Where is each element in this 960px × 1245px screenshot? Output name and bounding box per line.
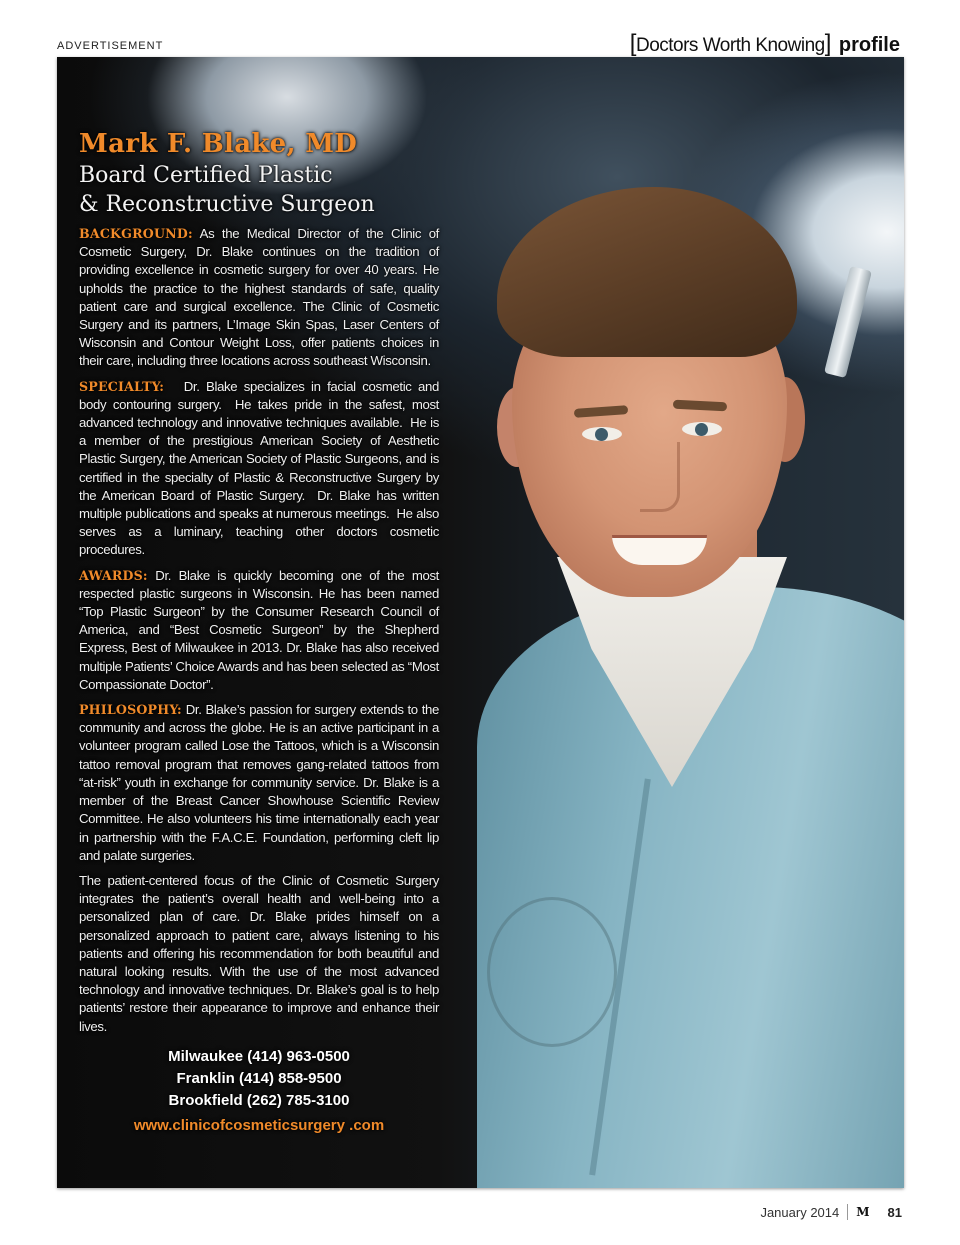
contact-milwaukee: Milwaukee (414) 963-0500 [168,1047,350,1065]
section-philosophy [79,701,439,865]
doctor-name: Mark F. Blake, MD [79,129,358,159]
contact-franklin: Franklin (414) 858-9500 [176,1069,342,1087]
contact-block [79,1046,439,1138]
section-heading: PHILOSOPHY: [79,702,182,718]
section-heading: SPECIALTY: [79,378,165,394]
issue-date: January 2014 [760,1204,840,1220]
section-body: Dr. Blake is quickly becoming one of the most respected plastic surgeons in Wisconsin. He has been named “Top Plastic Surgeon” by the Consumer Research Council of America, and “Best Cosmetic Surgeon” by the Shepherd Express, Best of Milwaukee in 2013. Dr. Blake has also received multiple Patients’ Choice Awards and has been selected as “Most Compassionate Doctor”. [79,567,439,692]
section-awards [79,567,439,694]
section-specialty [79,378,443,560]
section-header [630,30,900,58]
doctor-title-line-2: & Reconstructive Surgeon [79,192,375,217]
profile-label: profile [838,34,900,56]
section-background [79,225,439,371]
section-heading: BACKGROUND: [79,226,193,241]
bracket-open: [ [629,30,636,57]
section-title [630,30,831,58]
footer-divider [847,1204,848,1220]
section-body: Dr. Blake’s passion for surgery extends to the community and across the globe. He is an active participant in a volunteer program called Lose the Tattoos, which is a Wisconsin tattoo removal program that removes gang-related tattoos from “at-risk” youth in exchange for community service. Dr. Blake is a member of the Breast Cancer Showhouse Scientific Review Committee. He also volunteers his time internationally each year in partnership with the F.A.C.E. Foundation, performing cleft lip and palate surgeries. [79,702,439,863]
magazine-logo: M [856,1205,870,1219]
website-link[interactable]: www.clinicofcosmeticsurgery .com [133,1116,385,1134]
surgical-lamp [824,266,872,378]
bracket-close: ] [824,30,831,57]
closing-paragraph: The patient-centered focus of the Clinic of Cosmetic Surgery integrates the patient’s overall health and well-being into a personalized plan of care. Dr. Blake prides himself on a personalized approach to patient care, always listening to his patients and offering his recommendation for both beautiful and natural looking results. With the use of the most advanced technology and innovative techniques. Dr. Blake’s goal is to help patients’ restore their appearance to improve and enhance their lives. [79,872,439,1034]
advertisement-label: ADVERTISEMENT [57,40,164,52]
section-body: Dr. Blake specializes in facial cosmetic and body contouring surgery. He takes pride in the safest, most advanced technology and innovative techniques available. He is a member of the prestigious American Society of Aesthetic Plastic Surgery, the American Society of Plastic Surgeons, and is certified in the specialty of Plastic & Reconstructive Surgery by the American Board of Plastic Surgery. Dr. Blake has written multiple publications and speaks at numerous meetings. He also serves as a luminary, teaching other doctors cosmetic procedures. [79,378,443,558]
hair [497,187,797,357]
section-heading: AWARDS: [79,567,148,583]
section-body: As the Medical Director of the Clinic of Cosmetic Surgery, Dr. Blake continues on the tradition of providing excellence in cosmetic surgery for over 40 years. He upholds the practice to the highest standards of safe, quality patient care and surgical excellence. The Clinic of Cosmetic Surgery and its partners, L’Image Skin Spas, Laser Centers of Wisconsin and Contour Weight Loss, offer patients choices in their care, including three locations across southeast Wisconsin. [79,226,439,369]
profile-text-column [79,127,443,1138]
page-footer [760,1204,902,1220]
eye-right [682,422,722,436]
advertisement-panel [57,57,904,1188]
page-number: 81 [887,1204,902,1220]
eye-left [582,427,622,441]
nose [640,442,680,512]
scrubs-stamp [487,897,617,1047]
smile [612,535,707,565]
doctor-title-line-1: Board Certified Plastic [79,163,333,188]
section-name: Doctors Worth Knowing [635,35,825,56]
doctor-title [79,161,439,219]
contact-brookfield: Brookfield (262) 785-3100 [168,1091,350,1109]
